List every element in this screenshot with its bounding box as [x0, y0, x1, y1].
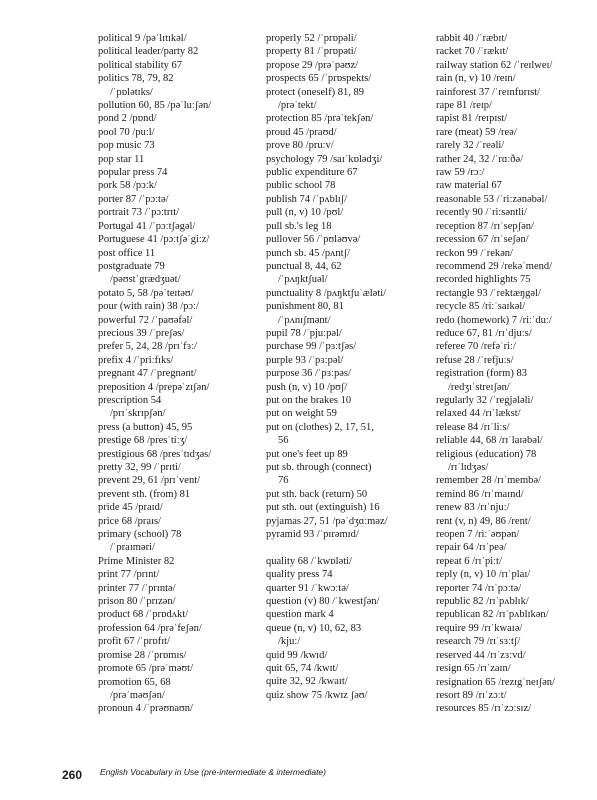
index-entry: pretty 32, 99 /ˈprɪti/ — [98, 462, 181, 473]
index-entry: popular press 74 — [98, 167, 168, 179]
index-entry: portrait 73 /ˈpɔːtrɪt/ — [98, 207, 180, 219]
index-entry: Prime Minister 82 — [98, 555, 175, 567]
index-entry-continuation: /ˈpʌnɪʃmənt/ — [278, 314, 331, 326]
index-entry: recession 67 /rɪˈseʃən/ — [436, 234, 529, 246]
index-entry: pride 45 /praɪd/ — [98, 502, 163, 514]
index-entry: politics 78, 79, 82 — [98, 73, 174, 85]
index-entry: republican 82 /rɪˈpʌblɪkən/ — [436, 609, 549, 621]
index-entry: potato 5, 58 /pəˈteɪtəʊ/ — [98, 287, 194, 299]
index-entry: prestige 68 /presˈtiːʒ/ — [98, 435, 188, 447]
index-entry: prefix 4 /ˈpriːfɪks/ — [98, 354, 174, 366]
index-entry: pull sb.'s leg 18 — [266, 220, 332, 232]
index-entry: reasonable 53 /ˈriːzənəbəl/ — [436, 193, 548, 205]
index-entry: quite 32, 92 /kwaɪt/ — [266, 676, 348, 688]
index-entry: pronoun 4 /ˈprəʊnaʊn/ — [98, 703, 193, 715]
index-entry: rare (meat) 59 /reə/ — [436, 126, 517, 138]
index-entry: punch sb. 45 /pʌntʃ/ — [266, 247, 350, 259]
index-entry: put sth. back (return) 50 — [266, 488, 368, 500]
index-entry: push (n, v) 10 /pʊʃ/ — [266, 381, 348, 393]
index-entry: referee 70 /refəˈriː/ — [436, 341, 516, 353]
index-entry-continuation: /ˈpɒlətɪks/ — [110, 86, 153, 98]
index-entry: profit 67 /ˈprɒfɪt/ — [98, 636, 170, 648]
index-entry: Portugal 41 /ˈpɔːtʃəgəl/ — [98, 220, 196, 232]
index-entry-continuation: /ˈpʌŋktʃuəl/ — [278, 274, 328, 286]
index-entry: relaxed 44 /rɪˈlækst/ — [436, 408, 521, 420]
index-entry: research 79 /rɪˈsɜːtʃ/ — [436, 636, 521, 648]
index-entry: rarely 32 /ˈreəli/ — [436, 140, 505, 152]
index-entry: put sth. out (extinguish) 16 — [266, 502, 380, 514]
index-entry: raw 59 /rɔː/ — [436, 167, 485, 179]
index-entry: pull (n, v) 10 /pʊl/ — [266, 207, 344, 219]
index-entry: repair 64 /rɪˈpeə/ — [436, 542, 507, 554]
index-entry: pour (with rain) 38 /pɔː/ — [98, 301, 199, 313]
index-entry-continuation: /prəˈtekt/ — [278, 100, 317, 112]
index-entry: renew 83 /rɪˈnjuː/ — [436, 502, 510, 514]
index-entry: put on (clothes) 2, 17, 51, — [266, 421, 374, 433]
index-entry: printer 77 /ˈprɪntə/ — [98, 582, 176, 594]
index-entry: repeat 6 /rɪˈpiːt/ — [436, 555, 502, 567]
index-entry: reopen 7 /riːˈəʊpən/ — [436, 529, 520, 541]
index-entry: prospects 65 /ˈprɒspekts/ — [266, 73, 372, 85]
index-entry: quiz show 75 /kwɪz ʃəʊ/ — [266, 689, 368, 701]
section-gap — [266, 541, 431, 554]
index-entry: rather 24, 32 /ˈrɑːðə/ — [436, 153, 524, 165]
index-entry: remind 86 /rɪˈmaɪnd/ — [436, 488, 524, 500]
index-entry: resort 89 /rɪˈzɔːt/ — [436, 689, 507, 701]
index-entry: print 77 /prɪnt/ — [98, 569, 160, 581]
index-entry: punctual 8, 44, 62 — [266, 260, 342, 272]
index-entry: release 84 /rɪˈliːs/ — [436, 421, 510, 433]
index-entry: recently 90 /ˈriːsəntli/ — [436, 207, 527, 219]
index-entry: political stability 67 — [98, 59, 182, 71]
index-entry: question mark 4 — [266, 609, 334, 621]
index-entry-continuation: /ˈpraɪməri/ — [110, 542, 155, 554]
index-entry: pollution 60, 85 /pəˈluːʃən/ — [98, 100, 212, 112]
index-entry: recommend 29 /rekəˈmend/ — [436, 260, 553, 272]
index-entry-continuation: 56 — [278, 435, 289, 447]
index-entry: rent (v, n) 49, 86 /rent/ — [436, 515, 531, 527]
index-entry: reception 87 /rɪˈsepʃən/ — [436, 220, 534, 232]
index-entry: queue (n, v) 10, 62, 83 — [266, 622, 362, 634]
index-entry: quality press 74 — [266, 569, 333, 581]
index-entry: racket 70 /ˈrækɪt/ — [436, 46, 509, 58]
index-entry: prefer 5, 24, 28 /prɪˈfɜː/ — [98, 341, 197, 353]
index-entry-continuation: /kjuː/ — [278, 636, 301, 648]
index-entry: pyjamas 27, 51 /pəˈdʒɑːməz/ — [266, 515, 388, 527]
index-entry: quid 99 /kwɪd/ — [266, 649, 328, 661]
index-entry: resign 65 /rɪˈzaɪn/ — [436, 663, 511, 675]
index-entry-continuation: /prɪˈskrɪpʃən/ — [110, 408, 166, 420]
index-column-1 — [98, 32, 260, 716]
index-entry: prescription 54 — [98, 394, 162, 406]
index-entry-continuation: /rɪˈlɪdʒəs/ — [448, 462, 489, 473]
index-entry: pop music 73 — [98, 140, 155, 152]
index-entry: registration (form) 83 — [436, 368, 527, 380]
index-entry: pop star 11 — [98, 153, 145, 165]
index-entry-continuation: /pəʊstˈgrædʒuət/ — [110, 274, 181, 286]
index-entry: republic 82 /rɪˈpʌblɪk/ — [436, 596, 529, 608]
index-entry: protect (oneself) 81, 89 — [266, 86, 364, 98]
index-entry: promotion 65, 68 — [98, 676, 171, 688]
index-entry: put sb. through (connect) — [266, 462, 372, 473]
index-entry: reporter 74 /rɪˈpɔːtə/ — [436, 582, 522, 594]
index-entry: refuse 28 /ˈrefjuːs/ — [436, 354, 514, 366]
index-entry: rape 81 /reɪp/ — [436, 100, 492, 112]
index-entry: put one's feet up 89 — [266, 448, 348, 460]
index-entry: political 9 /pəˈlɪtɪkəl/ — [98, 33, 187, 44]
index-entry: reduce 67, 81 /rɪˈdjuːs/ — [436, 327, 532, 339]
index-entry: prevent 29, 61 /prɪˈvent/ — [98, 475, 201, 487]
index-entry: raw material 67 — [436, 180, 502, 192]
index-entry: regularly 32 /ˈregjələli/ — [436, 394, 534, 406]
index-entry: protection 85 /prəˈtekʃən/ — [266, 113, 374, 125]
index-entry: price 68 /praɪs/ — [98, 515, 161, 527]
index-entry: porter 87 /ˈpɔːtə/ — [98, 193, 169, 205]
index-column-2 — [266, 32, 431, 702]
index-entry: pullover 56 /ˈpʊləʊvə/ — [266, 234, 361, 246]
index-entry: quality 68 /ˈkwɒləti/ — [266, 555, 352, 567]
index-column-3 — [436, 32, 586, 716]
index-entry: question (v) 80 /ˈkwestʃən/ — [266, 596, 380, 608]
index-entry: religious (education) 78 — [436, 448, 537, 460]
index-entry: properly 52 /ˈprɒpəli/ — [266, 33, 357, 44]
index-entry: pupil 78 /ˈpjuːpəl/ — [266, 327, 342, 339]
index-entry: propose 29 /prəˈpəʊz/ — [266, 59, 359, 71]
index-entry: promote 65 /prəˈməʊt/ — [98, 663, 193, 675]
index-entry: rainforest 37 /ˈreɪnfɒrɪst/ — [436, 86, 541, 98]
page-number: 260 — [62, 768, 83, 782]
index-entry: Portuguese 41 /pɔːtʃəˈgiːz/ — [98, 234, 210, 246]
index-entry: put on the brakes 10 — [266, 394, 352, 406]
index-entry: primary (school) 78 — [98, 529, 182, 541]
index-entry: reliable 44, 68 /rɪˈlaɪəbəl/ — [436, 435, 543, 447]
index-entry: product 68 /ˈprɒdʌkt/ — [98, 609, 189, 621]
index-entry: punishment 80, 81 — [266, 301, 344, 313]
index-entry: require 99 /rɪˈkwaɪə/ — [436, 622, 523, 634]
index-entry: purpose 36 /ˈpɜːpəs/ — [266, 368, 351, 380]
index-entry: powerful 72 /ˈpaʊəfəl/ — [98, 314, 193, 326]
index-entry: proud 45 /praʊd/ — [266, 126, 337, 138]
index-entry-continuation: 76 — [278, 475, 289, 487]
index-entry: preposition 4 /prepəˈzɪʃən/ — [98, 381, 210, 393]
index-entry: profession 64 /prəˈfeʃən/ — [98, 622, 202, 634]
index-entry: political leader/party 82 — [98, 46, 199, 58]
book-title: English Vocabulary in Use (pre-intermediate & intermediate) — [100, 767, 326, 777]
index-entry: promise 28 /ˈprɒmɪs/ — [98, 649, 187, 661]
index-entry: precious 39 /ˈpreʃəs/ — [98, 327, 185, 339]
index-entry: pregnant 47 /ˈpregnənt/ — [98, 368, 197, 380]
index-entry: pork 58 /pɔːk/ — [98, 180, 157, 192]
page-footer — [62, 766, 326, 784]
index-entry: reply (n, v) 10 /rɪˈplaɪ/ — [436, 569, 531, 581]
index-entry: prison 80 /ˈprɪzən/ — [98, 596, 176, 608]
index-entry: reserved 44 /rɪˈzɜːvd/ — [436, 649, 526, 661]
index-entry: psychology 79 /saɪˈkɒlədʒi/ — [266, 153, 383, 165]
index-entry: rabbit 40 /ˈræbɪt/ — [436, 33, 508, 44]
index-entry: property 81 /ˈprɒpəti/ — [266, 46, 357, 58]
index-entry-continuation: /prəˈməʊʃən/ — [110, 689, 165, 701]
index-entry: quarter 91 /ˈkwɔːtə/ — [266, 582, 349, 594]
index-entry: recycle 85 /riːˈsaɪkəl/ — [436, 301, 526, 313]
index-entry: purple 93 /ˈpɜːpəl/ — [266, 354, 344, 366]
index-entry: public school 78 — [266, 180, 336, 192]
index-entry: pool 70 /puːl/ — [98, 126, 155, 138]
index-entry: resignation 65 /rezɪgˈneɪʃən/ — [436, 676, 555, 688]
index-entry: prevent sth. (from) 81 — [98, 488, 191, 500]
index-entry: public expenditure 67 — [266, 167, 358, 179]
index-entry: postgraduate 79 — [98, 260, 165, 272]
index-entry: remember 28 /rɪˈmembə/ — [436, 475, 541, 487]
index-entry: punctuality 8 /pʌŋktʃuˈæləti/ — [266, 287, 387, 299]
index-entry: purchase 99 /ˈpɜːtʃəs/ — [266, 341, 357, 353]
index-entry: publish 74 /ˈpʌblɪʃ/ — [266, 193, 348, 205]
index-entry: post office 11 — [98, 247, 156, 259]
index-entry: press (a button) 45, 95 — [98, 421, 193, 433]
index-entry: reckon 99 /ˈrekən/ — [436, 247, 513, 259]
index-entry: pond 2 /pɒnd/ — [98, 113, 157, 125]
index-entry: prove 80 /pruːv/ — [266, 140, 334, 152]
index-entry: prestigious 68 /presˈtɪdʒəs/ — [98, 448, 212, 460]
index-entry: redo (homework) 7 /riːˈduː/ — [436, 314, 552, 326]
index-entry: rapist 81 /reɪpɪst/ — [436, 113, 508, 125]
index-entry: recorded highlights 75 — [436, 274, 531, 286]
index-entry-continuation: /redʒɪˈstreɪʃən/ — [448, 381, 510, 393]
index-entry: railway station 62 /ˈreɪlweɪ/ — [436, 59, 553, 71]
index-entry: rain (n, v) 10 /reɪn/ — [436, 73, 516, 85]
index-entry: put on weight 59 — [266, 408, 337, 420]
index-entry: resources 85 /rɪˈzɔːsɪz/ — [436, 703, 532, 715]
index-entry: rectangle 93 /ˈrektæŋgəl/ — [436, 287, 541, 299]
index-entry: pyramid 93 /ˈpɪrəmɪd/ — [266, 529, 359, 541]
index-entry: quit 65, 74 /kwɪt/ — [266, 663, 339, 675]
